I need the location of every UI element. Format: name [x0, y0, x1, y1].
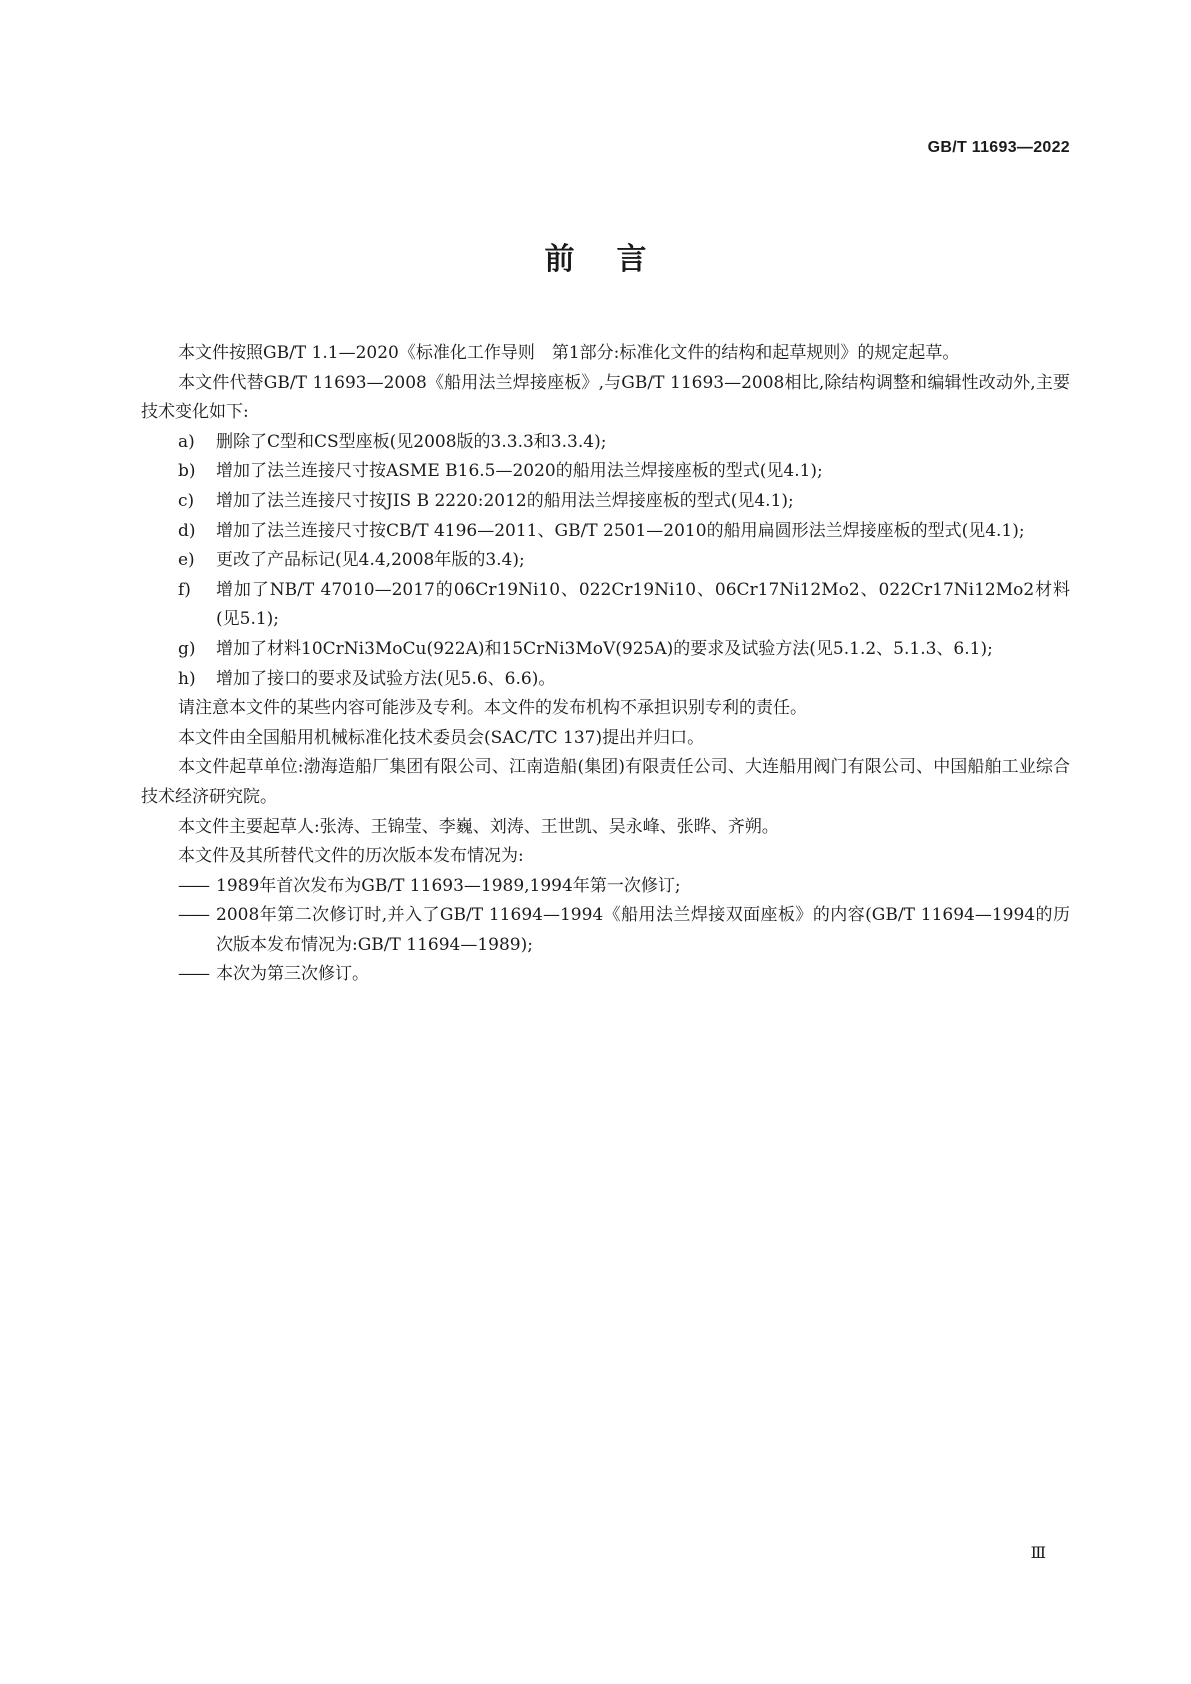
list-marker: c): [178, 490, 195, 511]
history-item-text: 1989年首次发布为GB/T 11693—1989,1994年第一次修订;: [216, 875, 681, 896]
history-item-text: 本次为第三次修订。: [216, 964, 369, 985]
history-list: [141, 872, 1070, 990]
list-item: [141, 457, 1070, 487]
list-item: [141, 487, 1070, 517]
dash-marker: ——: [178, 905, 208, 926]
history-item: [141, 901, 1070, 960]
foreword-body: [141, 339, 1070, 990]
page-number: Ⅲ: [1030, 1545, 1046, 1562]
history-item: [141, 960, 1070, 990]
list-marker: g): [178, 638, 196, 659]
list-item-text: 增加了材料10CrNi3MoCu(922A)和15CrNi3MoV(925A)的要求及试验方法(见5.1.2、5.1.3、6.1);: [216, 638, 993, 659]
list-marker: b): [178, 461, 196, 482]
list-item-text: 删除了C型和CS型座板(见2008版的3.3.3和3.3.4);: [216, 431, 607, 452]
list-item: [141, 517, 1070, 547]
list-marker: h): [178, 668, 196, 689]
list-item-text: 增加了NB/T 47010—2017的06Cr19Ni10、022Cr19Ni10、06Cr17Ni12Mo2、022Cr17Ni12Mo2材料(见5.1);: [216, 579, 1070, 630]
list-marker: f): [178, 579, 191, 600]
document-code: GB/T 11693—2022: [927, 139, 1070, 156]
list-item-text: 更改了产品标记(见4.4,2008年版的3.4);: [216, 550, 525, 571]
dash-marker: ——: [178, 875, 208, 896]
history-item-text: 2008年第二次修订时,并入了GB/T 11694—1994《船用法兰焊接双面座板》的内容(GB/T 11694—1994的历次版本发布情况为:GB/T 11694—1989);: [216, 905, 1070, 955]
page-title: 前言: [544, 242, 689, 277]
list-item-text: 增加了法兰连接尺寸按CB/T 4196—2011、GB/T 2501—2010的船用扁圆形法兰焊接座板的型式(见4.1);: [216, 520, 1025, 541]
list-item: [141, 576, 1070, 635]
list-marker: a): [178, 431, 195, 452]
paragraph-replacement: 本文件代替GB/T 11693—2008《船用法兰焊接座板》,与GB/T 11693—2008相比,除结构调整和编辑性改动外,主要技术变化如下:: [141, 372, 1070, 423]
list-item: [141, 546, 1070, 576]
changes-list: [141, 428, 1070, 694]
paragraph-proposer: 本文件由全国船用机械标准化技术委员会(SAC/TC 137)提出并归口。: [178, 727, 705, 748]
list-item-text: 增加了法兰连接尺寸按ASME B16.5—2020的船用法兰焊接座板的型式(见4.1);: [216, 461, 823, 482]
list-item: [141, 428, 1070, 458]
history-item: [141, 872, 1070, 902]
paragraph-history-intro: 本文件及其所替代文件的历次版本发布情况为:: [178, 846, 524, 867]
paragraph-drafting-rules: 本文件按照GB/T 1.1—2020《标准化工作导则 第1部分:标准化文件的结构和起草规则》的规定起草。: [178, 343, 960, 363]
list-item-text: 增加了法兰连接尺寸按JIS B 2220:2012的船用法兰焊接座板的型式(见4.1);: [216, 490, 794, 511]
paragraph-patent-notice: 请注意本文件的某些内容可能涉及专利。本文件的发布机构不承担识别专利的责任。: [178, 698, 807, 719]
paragraph-drafting-units: 本文件起草单位:渤海造船厂集团有限公司、江南造船(集团)有限责任公司、大连船用阀门有限公司、中国船舶工业综合技术经济研究院。: [141, 757, 1070, 807]
list-item-text: 增加了接口的要求及试验方法(见5.6、6.6)。: [216, 668, 556, 689]
list-item: [141, 635, 1070, 665]
list-item: [141, 665, 1070, 695]
paragraph-drafters: 本文件主要起草人:张涛、王锦莹、李巍、刘涛、王世凯、吴永峰、张晔、齐朔。: [178, 816, 779, 837]
dash-marker: ——: [178, 964, 208, 985]
list-marker: e): [178, 550, 195, 571]
list-marker: d): [178, 520, 196, 541]
